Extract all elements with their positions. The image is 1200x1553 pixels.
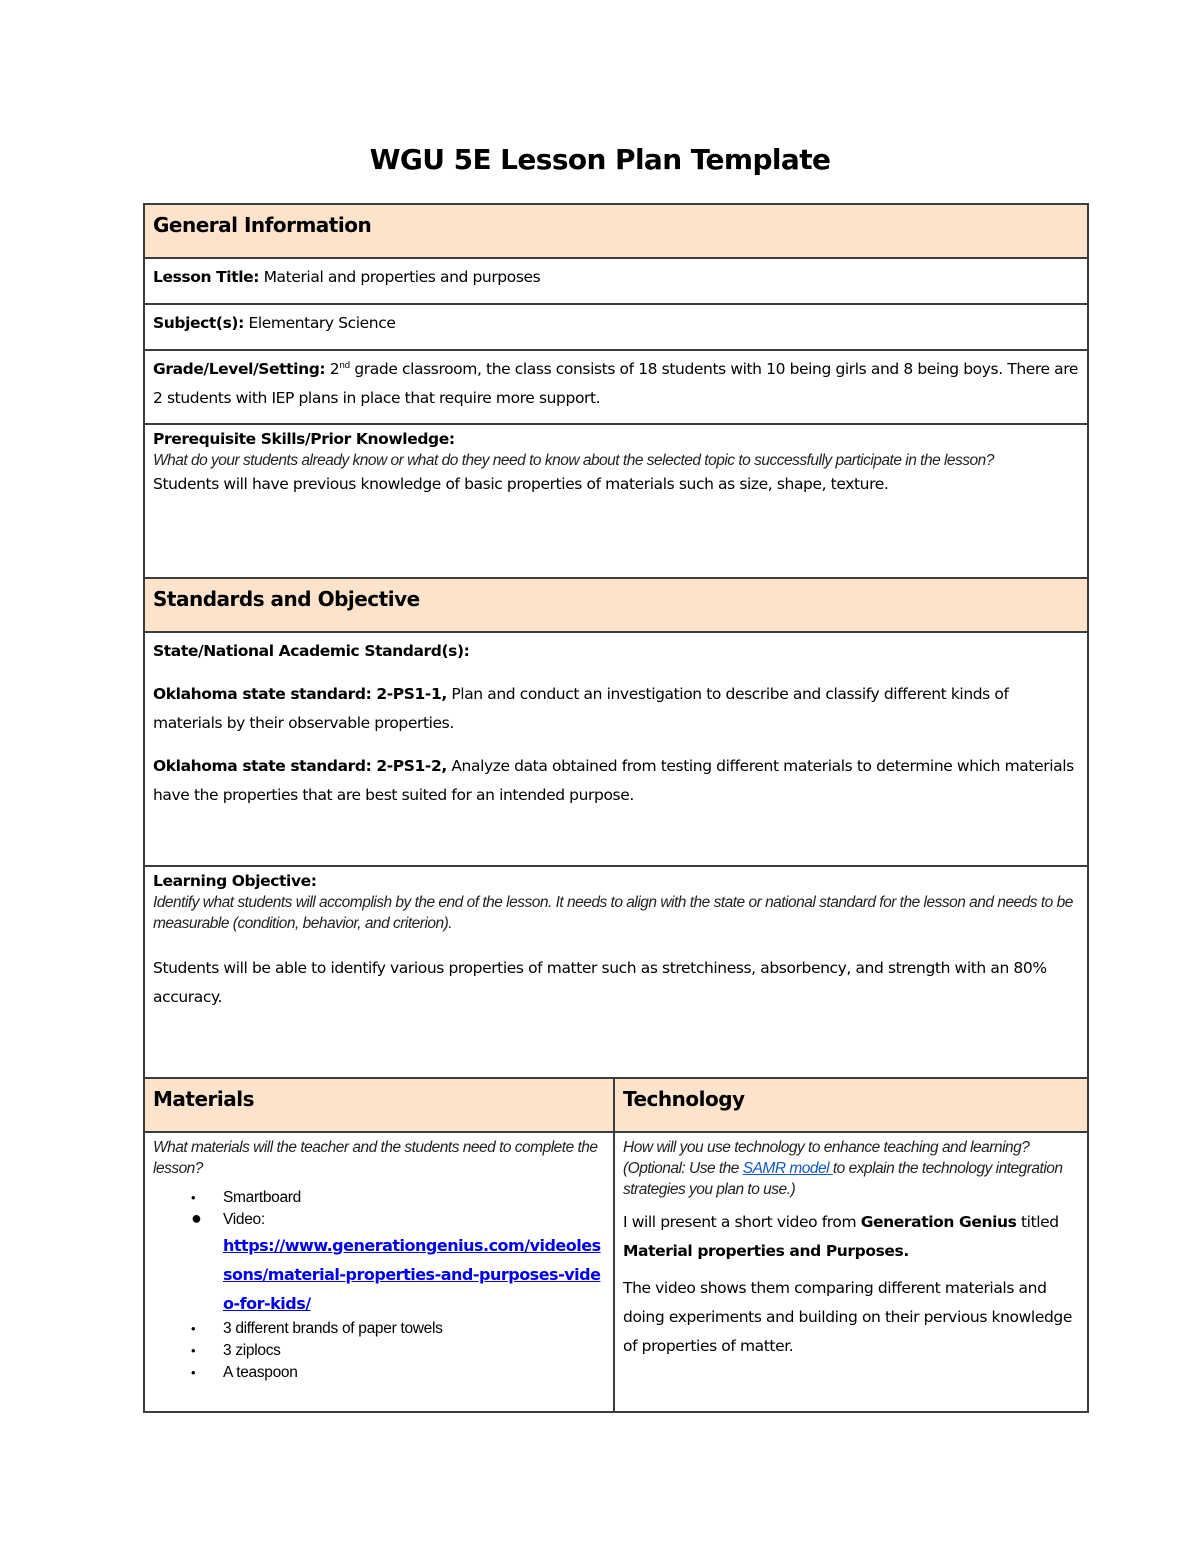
page-title: WGU 5E Lesson Plan Template — [369, 143, 831, 176]
standards-heading: Standards and Objective — [144, 578, 1088, 632]
standards-label: State/National Academic Standard(s): — [153, 642, 470, 660]
bullet-icon: • — [191, 1190, 196, 1205]
materials-list — [153, 1187, 605, 1384]
materials-list-item: ● Video: https://www.generationgenius.com/videolessons/material-properties-and-purposes-video-for-kids/ — [153, 1209, 605, 1318]
standard-text: Plan and conduct an investigation to describe and classify different kinds of materials by their observable properties. — [153, 685, 1009, 732]
materials-technology-row — [144, 1132, 1088, 1412]
standard-code: Oklahoma state standard: 2-PS1-1, — [153, 685, 447, 703]
lesson-title-label: Lesson Title: — [153, 268, 260, 286]
prerequisite-label: Prerequisite Skills/Prior Knowledge: — [153, 430, 455, 448]
technology-plan: I will present a short video from Generation Genius titled Material properties and Purposes. — [623, 1213, 1059, 1260]
technology-video-description: The video shows them comparing different materials and doing experiments and building on their pervious knowledge of properties of matter. — [623, 1279, 1072, 1355]
prerequisite-value: Students will have previous knowledge of basic properties of materials such as size, shape, texture. — [153, 475, 889, 493]
grade-level-setting-row — [144, 350, 1088, 424]
materials-cell — [144, 1132, 614, 1412]
lesson-title-row — [144, 258, 1088, 304]
section-header-materials-technology — [144, 1078, 1088, 1132]
prerequisite-hint: What do your students already know or what do they need to know about the selected topic to successfully participate in the lesson? — [153, 452, 994, 469]
grade-description: grade classroom, the class consists of 18 students with 10 being girls and 8 being boys. There are 2 students with IEP plans in place that require more support. — [153, 360, 1079, 407]
prerequisite-row — [144, 424, 1088, 578]
subjects-label: Subject(s): — [153, 314, 244, 332]
standard-code: Oklahoma state standard: 2-PS1-2, — [153, 757, 447, 775]
materials-list-item: • 3 different brands of paper towels — [153, 1318, 605, 1340]
materials-list-item: • Smartboard — [153, 1187, 605, 1209]
video-link[interactable]: https://www.generationgenius.com/videolessons/material-properties-and-purposes-video-for-kids/ — [223, 1236, 601, 1313]
standards-row — [144, 632, 1088, 866]
subjects-row — [144, 304, 1088, 350]
bullet-icon: • — [191, 1321, 196, 1336]
learning-objective-label: Learning Objective: — [153, 872, 317, 890]
technology-hint: How will you use technology to enhance teaching and learning? (Optional: Use the SAMR model to explain the technology integration strategies you plan to use.) — [623, 1139, 1063, 1198]
bullet-icon: ● — [191, 1208, 202, 1228]
subjects-value: Elementary Science — [248, 314, 396, 332]
materials-hint: What materials will the teacher and the students need to complete the lesson? — [153, 1139, 598, 1177]
learning-objective-hint: Identify what students will accomplish by the end of the lesson. It needs to align with the state or national standard for the lesson and needs to be measurable (condition, behavior, and criterion). — [153, 894, 1073, 932]
standard-item — [153, 680, 1079, 738]
section-header-general-information — [144, 204, 1088, 258]
materials-list-item: • A teaspoon — [153, 1362, 605, 1384]
grade-number: 2 — [329, 360, 340, 378]
section-header-standards — [144, 578, 1088, 632]
learning-objective-row — [144, 866, 1088, 1078]
grade-level-setting-label: Grade/Level/Setting: — [153, 360, 326, 378]
materials-list-item: • 3 ziplocs — [153, 1340, 605, 1362]
learning-objective-value: Students will be able to identify various properties of matter such as stretchiness, absorbency, and strength with an 80% accuracy. — [153, 959, 1047, 1006]
grade-ordinal-suffix: nd — [339, 360, 350, 371]
lesson-plan-table — [143, 203, 1089, 1413]
bullet-icon: • — [191, 1343, 196, 1358]
standard-item — [153, 752, 1079, 810]
technology-heading: Technology — [614, 1078, 1088, 1132]
general-information-heading: General Information — [144, 204, 1088, 258]
standard-text: Analyze data obtained from testing different materials to determine which materials have the properties that are best suited for an intended purpose. — [153, 757, 1074, 804]
lesson-title-value: Material and properties and purposes — [263, 268, 541, 286]
bullet-icon: • — [191, 1365, 196, 1380]
materials-heading: Materials — [144, 1078, 614, 1132]
technology-cell — [614, 1132, 1088, 1412]
samr-model-link[interactable]: SAMR model — [742, 1160, 833, 1177]
